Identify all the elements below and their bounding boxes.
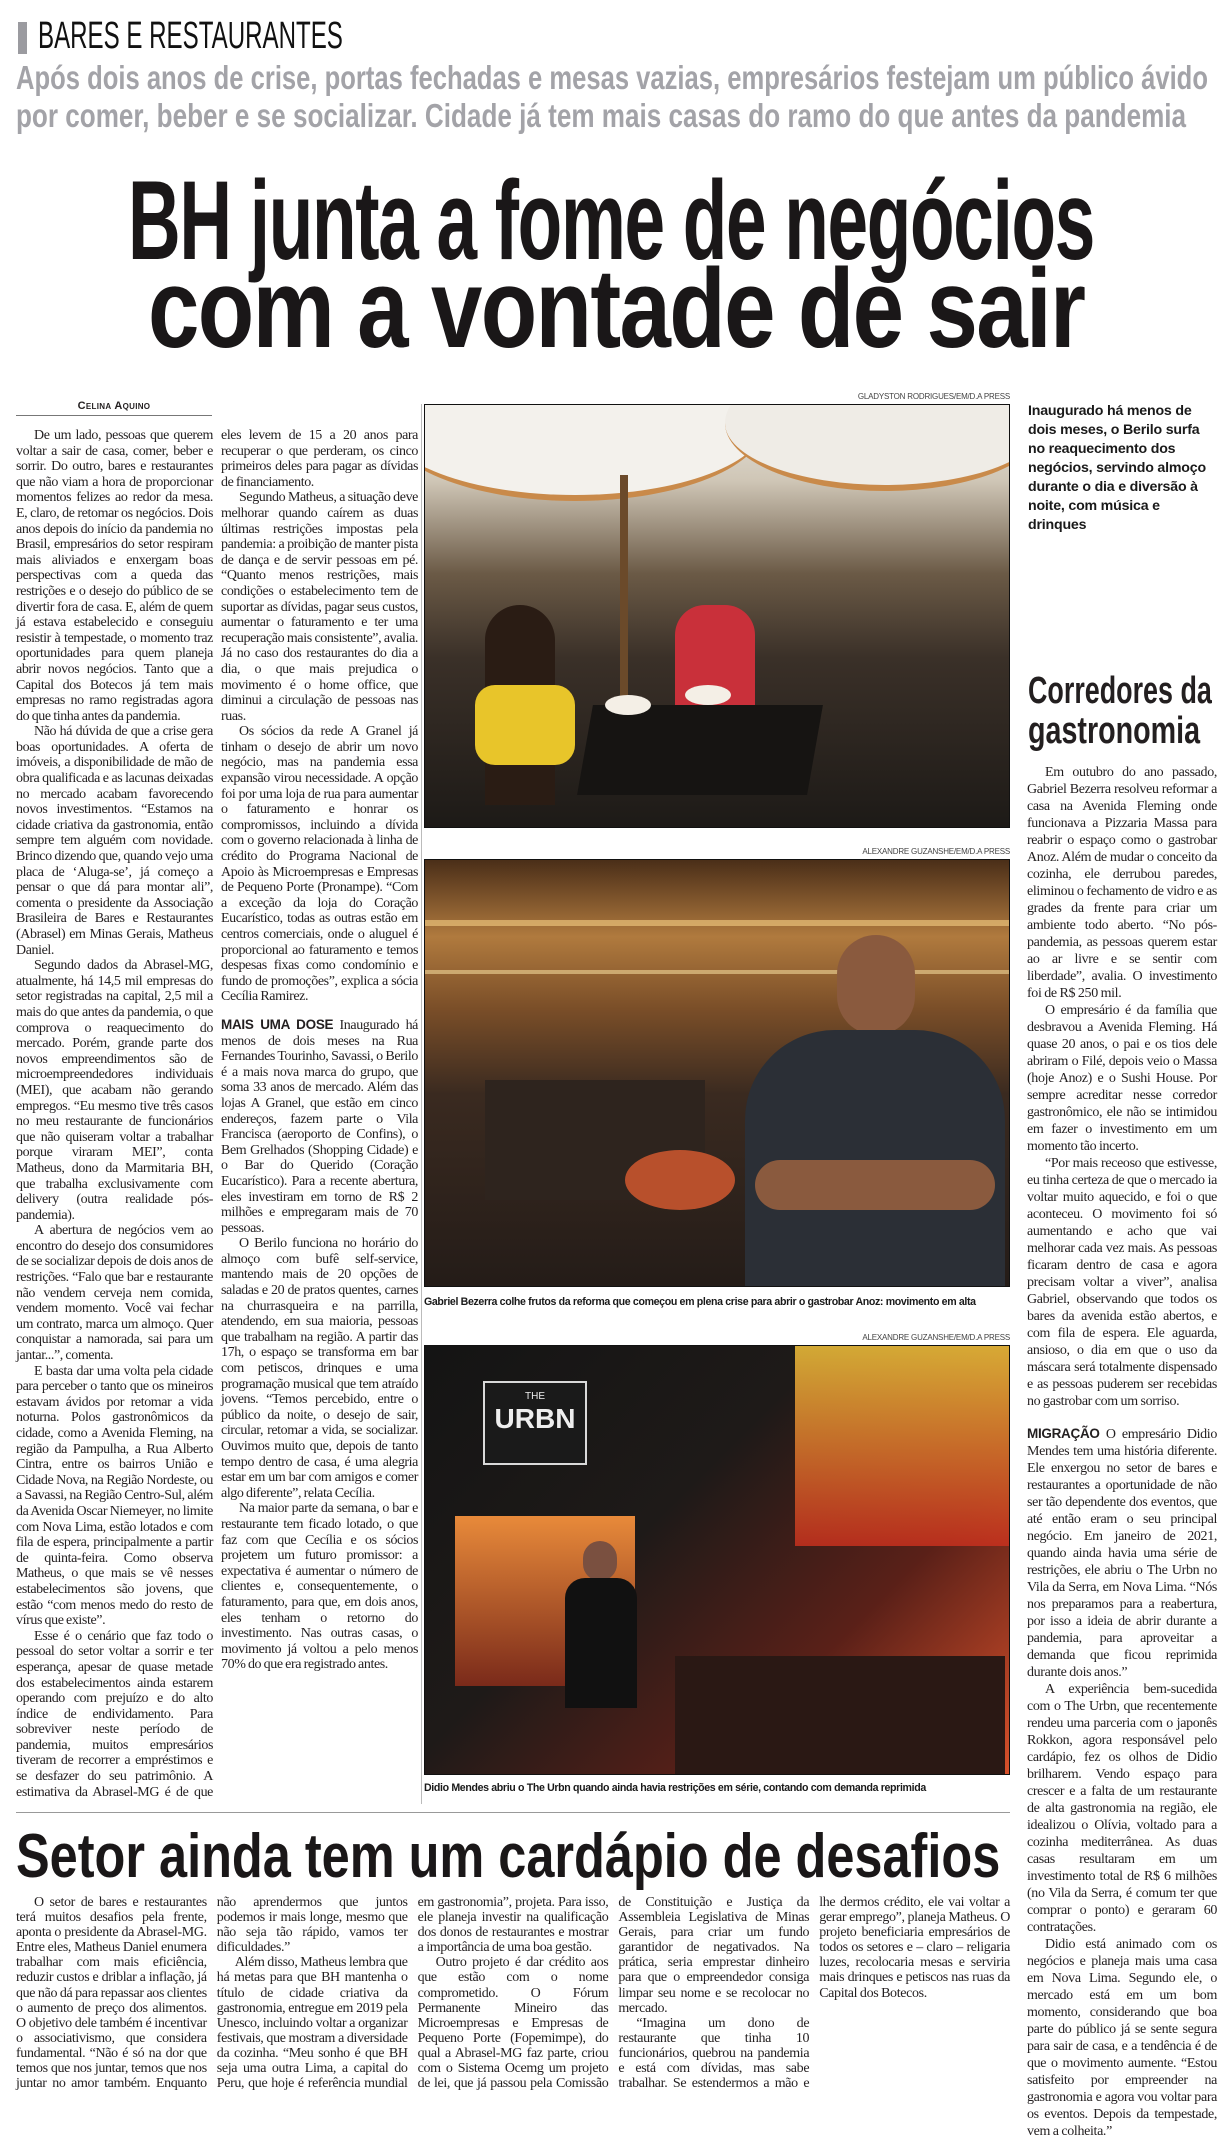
photo-side-caption: Inaugurado há menos de dois meses, o Berilo surfa no reaquecimento dos negócios, servindo almoço durante o dia e diversão à noite, com música e drinques [1028, 403, 1206, 533]
photo-credit: ALEXANDRE GUZANSHE/EM/D.A PRESS [862, 1333, 1010, 1342]
paragraph: Esse é o cenário que faz todo o pessoal do setor voltar a sorrir e ter esperança, apesar de quase metade dos estabelecimentos ainda estarem operando com prejuízo e do alto índice de endividamento. Para sobreviver neste período de pandemia, muitos empresários tiveram de recorrer a empréstimos e se desfazer do seu patrimônio. A estimativa da Abrasel-MG é de que eles levem de 15 a 20 anos para recuperar o que perderam, os cinco primeiros deles para pagar as dívidas de financiamento. [16, 428, 418, 1800]
paragraph: Segundo dados da Abrasel-MG, atualmente, há 14,5 mil empresas do setor registradas na capital, 2,5 mil a mais do que antes da pandemia, o que comprova o reaquecimento do mercado. Porém, grande parte dos novos empreendimentos são de microempreendedores individuais (MEI), que acabam não gerando empregos. “Eu mesmo tive três casos no meu restaurante de funcionários que não quiseram voltar a trabalhar porque viraram MEI”, conta Matheus, dono da Marmitaria BH, que trabalha exclusivamente com delivery (outra realidade pós-pandemia). [16, 958, 213, 1223]
photo-berilo-restaurant [424, 404, 1010, 828]
table [577, 705, 823, 795]
paragraph: Os sócios da rede A Granel já tinham o desejo de abrir um novo negócio, mas na pandemia essa expansão virou necessidade. A opção foi por uma loja de rua para aumentar o faturamento e honrar os compromissos, incluindo a dívida com o governo relacionada à linha de crédito do Programa Nacional de Apoio às Microempresas e Empresas de Pequeno Porte (Pronampe). “Com a exceção da loja do Coração Eucarístico, todas as outras estão em centros comerciais, onde o aluguel é proporcional ao faturamento e temos despesas fixas como condomínio e fundo de promoções”, explica a sócia Cecília Ramirez. [221, 724, 418, 1005]
paragraph: O empresário é da família que desbravou a Avenida Fleming. Há quase 20 anos, o pai e os tios dele abriram o Filé, depois veio o Massa (hoje Anoz) e o Sushi House. Por sempre acreditar nesse corredor gastronômico, ele não se intimidou em fazer o investimento em um momento tão incerto. [1027, 1003, 1217, 1154]
subheadline-line-2: por comer, beber e se socializar. Cidade já tem mais casas do ramo do que antes da pandemia [16, 97, 1187, 134]
photo-credit: ALEXANDRE GUZANSHE/EM/D.A PRESS [862, 847, 1010, 856]
sidebar-body [1027, 764, 1217, 2139]
photo-anoz-gastrobar [424, 859, 1010, 1287]
subheadline-line-1: Após dois anos de crise, portas fechadas e mesas vazias, empresários festejam um público ávido [16, 59, 1208, 96]
main-article-body [16, 428, 418, 1808]
plate [605, 695, 651, 715]
crossed-arms [755, 1160, 995, 1210]
paragraph: Inaugurado há menos de dois meses na Rua Fernandes Tourinho, Savassi, o Berilo é a mais nova marca do grupo, que soma 33 anos de mercado. Além das lojas A Granel, que estão em cinco endereços, fazem parte o Vila Francisca (aeroporto de Confins), o Bem Grelhados (Shopping Cidade) e o Bar do Querido (Coração Eucarístico). Para a recente abertura, eles investiram em torno de R$ 2 milhões e empregaram mais de 70 pessoas. [221, 1017, 418, 1236]
section-tag-bar [18, 22, 27, 54]
man-head [583, 1541, 617, 1581]
urbn-sign [483, 1381, 587, 1465]
section-divider [16, 1812, 1010, 1813]
subhead-mais-uma-dose: MAIS UMA DOSE [221, 1016, 334, 1032]
sidebar-title-line-1: Corredores da [1028, 670, 1212, 712]
sign-text-small: THE [525, 1391, 545, 1402]
umbrella-shape [424, 404, 765, 501]
secondary-headline: Setor ainda tem um cardápio de desafios [16, 1822, 1001, 1891]
man-body [565, 1578, 637, 1708]
man-torso [745, 1030, 1005, 1287]
photo-caption: Gabriel Bezerra colhe frutos da reforma que começou em plena crise para abrir o gastrobar Anoz: movimento em alta [424, 1296, 976, 1308]
sidebar-title-line-2: gastronomia [1028, 710, 1201, 752]
paragraph: De um lado, pessoas que querem voltar a sair de casa, comer, beber e sorrir. Do outro, bares e restaurantes que não viam a hora de proporcionar momentos felizes ao redor da mesa. E, claro, de retomar os negócios. Dois anos depois do início da pandemia no Brasil, empresários do setor respiram mais aliviados e enxergam boas perspectivas com a queda das restrições e o desejo do público de se divertir fora de casa. E, além de quem já estava estabelecido e conseguiu resistir à tempestade, o momento traz oportunidades para quem planeja abrir novos negócios. Tanto que a Capital dos Botecos já tem mais empresas no ramo registradas agora do que tinha antes da pandemia. [16, 428, 213, 724]
paragraph: “Por mais receoso que estivesse, eu tinha certeza de que o mercado ia voltar muito aquecido, e foi o que aconteceu. O movimento foi só aumentando e acho que vai melhorar cada vez mais. As pessoas ficaram dentro de casa e agora precisam voltar a viver”, analisa Gabriel, observando que todos os bares da avenida estão abertos, e com fila de espera. Ele aguarda, ansioso, o dia em que o uso da máscara será totalmente dispensado e as pessoas puderem ser recebidas no gastrobar com um sorriso. [1027, 1156, 1217, 1409]
ceiling-beam [425, 970, 1010, 974]
man-head [837, 935, 915, 1035]
sign-text: URBN [494, 1403, 576, 1434]
paragraph: “Imagina um dono de restaurante que tinha 10 funcionários, quebrou na pandemia e está com dívidas, mas sabe trabalhar. Se estendermos a mão e lhe dermos crédito, ele vai voltar a gerar emprego”, planeja Matheus. O projeto beneficiaria empresários de todos os setores e – claro – religaria luzes, recolocaria mesas e serviria mais drinques e petiscos nas ruas da Capital dos Botecos. [618, 1895, 1010, 2092]
plate [685, 685, 731, 705]
photo-the-urbn [424, 1345, 1010, 1775]
section-label: BARES E RESTAURANTES [38, 15, 343, 57]
warm-light-panel [795, 1346, 1010, 1546]
paragraph: O setor de bares e restaurantes terá muitos desafios pela frente, aponta o presidente da Abrasel-MG. Entre eles, Matheus Daniel enumera trabalhar com mais eficiência, reduzir custos e driblar a inflação, já que não dá para repassar aos clientes o aumento de preço dos alimentos. O objetivo dele também é incentivar o associativismo, que considera fundamental. “Não é só na dor que temos que nos juntar, temos que nos juntar no amor também. Enquanto não aprendermos que juntos podemos ir mais longe, mesmo que não seja tão rápido, vamos ter dificuldades.” [16, 1895, 408, 2092]
paragraph: Segundo Matheus, a situação deve melhorar quando caírem as duas últimas restrições impostas pela pandemia: a proibição de manter pista de dança e de servir pessoas em pé. “Quanto menos restrições, mais condições o estabelecimento tem de suportar as dívidas, pagar seus custos, aumentar o faturamento e ter uma recuperação mais consistente”, avalia. Já no caso dos restaurantes do dia a dia, o que mais prejudica o movimento é o home office, que diminui a circulação de pessoas nas ruas. [221, 490, 418, 724]
round-table [625, 1150, 735, 1210]
paragraph: O Berilo funciona no horário do almoço com bufê self-service, mantendo mais de 20 opções de saladas e 20 de pratos quentes, carnes na churrasqueira e na parrilla, atendendo, em sua maioria, pessoas que trabalham na região. A partir das 17h, o espaço se transforma em bar com petiscos, drinques e uma programação musical que tem atraído jovens. “Temos percebido, entre o público da noite, o desejo de sair, circular, retomar a vida, se socializar. Ouvimos muito que, depois de tanto tempo dentro de casa, é uma alegria estar em um bar com amigos e comer algo diferente”, relata Cecília. [221, 1236, 418, 1501]
paragraph: A abertura de negócios vem ao encontro do desejo dos consumidores de se socializar depois de dois anos de restrições. “Falo que bar e restaurante não vendem cerveja nem comida, vendem momento. Você vai fechar um contrato, marca um almoço. Quer conquistar a namorada, sai para um jantar...”, comenta. [16, 1223, 213, 1364]
paragraph: Na maior parte da semana, o bar e restaurante tem ficado lotado, o que faz com que Cecília e os sócios projetem um futuro promissor: a expectativa é aumentar o número de clientes e, consequentemente, o faturamento, para que, em dois anos, eles tenham o retorno do investimento. Nas outras casas, o movimento já voltou a pelo menos 70% do que era registrado antes. [221, 1501, 418, 1673]
paragraph: Outro projeto é dar crédito aos que estão com o nome comprometido. O Fórum Permanente Mineiro das Microempresas e Empresas de Pequeno Porte (Fopemimpe), do qual a Abrasel-MG faz parte, criou com o Sistema Ocemg um projeto de lei, que já passou pela Comissão de Constituição e Justiça da Assembleia Legislativa de Minas Gerais, para criar um fundo garantidor de negativados. Na prática, seria emprestar dinheiro para que o empreendedor consiga limpar seu nome e se recolocar no mercado. [417, 1895, 810, 2092]
headline-line-2: com a vontade de sair [148, 246, 1085, 371]
paragraph: O empresário Didio Mendes tem uma história diferente. Ele enxergou no setor de bares e restaurantes a oportunidade de não ser tão dependente dos eventos, que até então eram o seu principal negócio. Em janeiro de 2021, quando ainda havia uma série de restrições, ele abriu o The Urbn no Vila da Serra, em Nova Lima. “Nós nos preparamos para a reabertura, por isso a ideia de abrir durante a pandemia, para aproveitar a demanda que ficou reprimida durante dois anos.” [1027, 1427, 1217, 1680]
paragraph: Além disso, Matheus lembra que há metas para que BH mantenha o título de cidade criativa da gastronomia, entregue em 2019 pela Unesco, incluindo voltar a organizar festivais, que mostram a diversidade da cozinha. “Meu sonho é que BH seja uma outra Lima, a capital do Peru, que hoje é referência mundial em gastronomia”, projeta. Para isso, ele planeja investir na qualificação dos donos de restaurantes e mostrar a importância de uma boa gestão. [216, 1895, 609, 2092]
byline: Celina Aquino [16, 400, 212, 416]
subhead-migracao: MIGRAÇÃO [1027, 1426, 1100, 1441]
headline-line-1: BH junta a fome de negócios [128, 158, 1095, 283]
paragraph: Didio está animado com os negócios e planeja mais uma casa em Nova Lima. Segundo ele, o mercado está em um bom momento, considerando que boa parte do público já se sente segura para sair de casa, e a tendência é de que o movimento aumente. “Estou satisfeito por empreender na gastronomia e agora vou voltar para os eventos. Depois da tempestade, vem a colheita.” [1027, 1937, 1217, 2139]
paragraph: E basta dar uma volta pela cidade para perceber o tanto que os mineiros estavam ávidos por retomar a vida noturna. Polos gastronômicos da cidade, como a Avenida Fleming, na região da Pampulha, a Rua Alberto Cintra, entre os bairros União e Cidade Nova, na Região Nordeste, ou a Savassi, na Região Centro-Sul, além da Avenida Oscar Niemeyer, no limite com Nova Lima, estão lotados e com fila de espera, principalmente a partir de quinta-feira. Como observa Matheus, o que mais se vê nesses estabelecimentos são jovens, que estão “com menos medo do resto de vírus que existe”. [16, 1363, 213, 1629]
photo-credit: GLADYSTON RODRIGUES/EM/D.A PRESS [857, 392, 1010, 401]
ceiling-beam [425, 920, 1010, 926]
umbrella-shape [725, 404, 1010, 491]
column-rule [421, 404, 422, 1804]
dining-tables [675, 1656, 1005, 1775]
paragraph: Não há dúvida de que a crise gera boas oportunidades. A oferta de imóveis, a disponibilidade de mão de obra qualificada e as lacunas deixadas no mercado acabam favorecendo novos investimentos. “Estamos na cidade criativa da gastronomia, então sempre tem alguém com novidade. Brinco dizendo que, quando vejo uma placa de ‘Aluga-se’, já começo a pensar o que dá para montar ali”, comenta o presidente da Associação Brasileira de Bares e Restaurantes (Abrasel) em Minas Gerais, Matheus Daniel. [16, 724, 213, 958]
photo-caption: Didio Mendes abriu o The Urbn quando ainda havia restrições em série, contando com demanda reprimida [424, 1782, 926, 1794]
yellow-shirt [475, 685, 575, 765]
paragraph: Em outubro do ano passado, Gabriel Bezerra resolveu reformar a casa na Avenida Fleming onde funcionava a Pizzaria Massa para reabrir o espaço como o gastrobar Anoz. Além de mudar o conceito da cozinha, ele derrubou paredes, eliminou o fechamento de vidro e as grades da frente para criar um ambiente todo aberto. “No pós-pandemia, as pessoas querem estar ao ar livre e se sentir com liberdade”, avalia. O investimento foi de R$ 250 mil. [1027, 765, 1217, 1001]
paragraph: A experiência bem-sucedida com o The Urbn, que recentemente rendeu uma parceria com o japonês Rokkon, agora responsável pelo cardápio, fez os olhos de Didio brilharem. Vendo espaço para crescer e a falta de um restaurante de alta gastronomia na região, ele idealizou o Olívia, voltado para a cozinha mediterrânea. As duas casas resultaram em um investimento total de R$ 6 milhões (no Vila da Serra, é comum ter que comprar o ponto) e geraram 60 contratações. [1027, 1682, 1217, 1935]
secondary-article-body [16, 1895, 1010, 2095]
